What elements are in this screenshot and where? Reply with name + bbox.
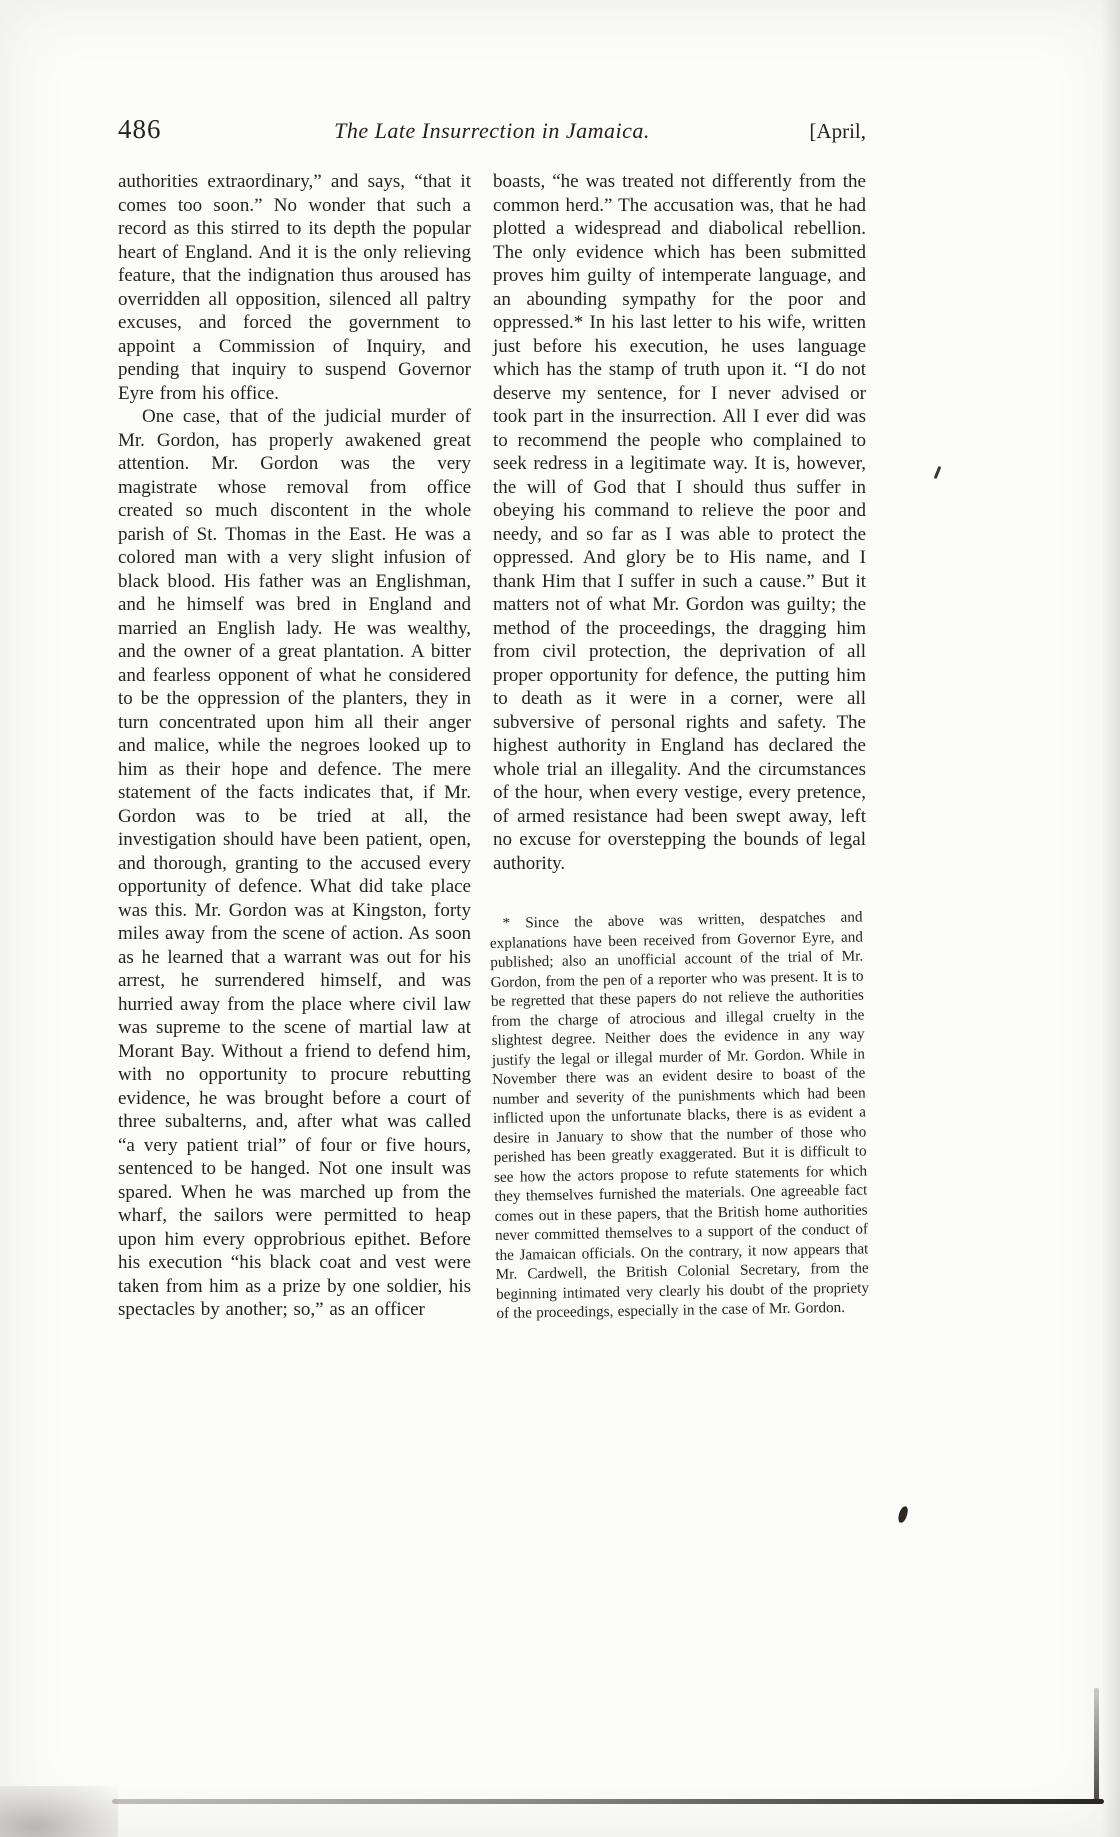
footnote: * Since the above was written, despatches and explanations have been received from Governor Eyre, and published; also an unofficial account of the trial of Mr. Gordon, from the pen of a reporter who was present. It is to be regretted that these papers do not relieve the authorities from the charge of atrocious and illegal cruelty in the slightest degree. Neither does the evidence in any way justify the legal or illegal murder of Mr. Gordon. While in November there was an evident desire to boast of the number and severity of the punishments which had been inflicted upon the unfortunate blacks, there is as evident a desire in January to show that the number of those who perished has been greatly exaggerated. But it is difficult to see how the actors propose to refute statements for which they themselves furnished the materials. One agreeable fact comes out in these papers, that the British home authorities never committed themselves to a support of the conduct of the Jamaican officials. On the contrary, it now appears that Mr. Cardwell, the British Colonial Secretary, from the beginning intimated very clearly his doubt of the propriety of the proceedings, especially in the case of Mr. Gordon. bbox=[489, 908, 870, 1322]
scan-right-edge-shadow bbox=[1102, 0, 1120, 1837]
issue-date: [April, bbox=[809, 119, 866, 143]
paragraph: authorities extraordinary,” and says, “that it comes too soon.” No wonder that such a record as this stirred to its depth the popular heart of England. And it is the only relieving feature, that the indignation thus aroused has overridden all opposition, silenced all paltry excuses, and forced the government to appoint a Commission of Inquiry, and pending that inquiry to suspend Governor Eyre from his office. bbox=[118, 171, 471, 404]
ink-mark bbox=[897, 1505, 909, 1523]
scan-bottom-edge-line bbox=[112, 1799, 1104, 1804]
right-column bbox=[489, 170, 870, 1339]
scan-right-edge-line bbox=[1094, 1688, 1099, 1802]
paragraph: One case, that of the judicial murder of Mr. Gordon, has properly awakened great attention. Mr. Gordon was the very magistrate whose removal from office created so much discontent in the whole parish of St. Thomas in the East. He was a colored man with a very slight infusion of black blood. His father was an Englishman, and he himself was bred in England and married an English lady. He was wealthy, and the owner of a great plantation. A bitter and fearless opponent of what he considered to be the oppression of the planters, they in turn concentrated upon him all their anger and malice, while the negroes looked up to him as their hope and defence. The mere statement of the facts indicates that, if Mr. Gordon was to be tried at all, the investigation should have been patient, open, and thorough, granting to the accused every opportunity of defence. What did take place was this. Mr. Gordon was at Kingston, forty miles away from the scene of action. As soon as he learned that a warrant was out for his arrest, he surrendered himself, and was hurried away from the place where civil law was supreme to the scene of martial law at Morant Bay. Without a friend to defend him, with no opportunity to procure rebutting evidence, he was brought before a court of three subalterns, and, after what was called “a very patient trial” of four or five hours, sentenced to be hanged. Not one insult was spared. When he was marched up from the wharf, the sailors were permitted to heap upon him every opprobrious epithet. Before his execution “his black coat and vest were taken from him as a prize by one soldier, his spectacles by another; so,” as an officer bbox=[118, 406, 471, 1320]
paragraph: boasts, “he was treated not differently from the common herd.” The accusation was, that he had plotted a widespread and diabolical rebellion. The only evidence which has been submitted proves him guilty of intemperate language, and an abounding sympathy for the poor and oppressed.* In his last letter to his wife, written just before his execution, he uses language which has the stamp of truth upon it. “I do not deserve my sentence, for I never advised or took part in the insurrection. All I ever did was to recommend the people who complained to seek redress in a legitimate way. It is, however, the will of God that I should thus suffer in obeying his command to relieve the poor and needy, and so far as I was able to protect the oppressed. And glory be to His name, and I thank Him that I suffer in such a cause.” But it matters not of what Mr. Gordon was guilty; the method of the proceedings, the dragging him from civil protection, the deprivation of all proper opportunity for defence, the putting him to death as it were in a corner, were all subversive of personal rights and safety. The highest authority in England has declared the whole trial an illegality. And the circumstances of the hour, when every vestige, every pretence, of armed resistance had been swept away, left no excuse for overstepping the bounds of legal authority. bbox=[493, 171, 866, 874]
page-number: 486 bbox=[118, 114, 162, 144]
left-column bbox=[118, 170, 471, 1339]
scan-corner-shadow bbox=[0, 1786, 118, 1837]
running-title: The Late Insurrection in Jamaica. bbox=[334, 118, 650, 143]
text-columns bbox=[118, 170, 870, 1339]
ink-mark bbox=[934, 466, 942, 479]
page-header bbox=[118, 114, 866, 145]
